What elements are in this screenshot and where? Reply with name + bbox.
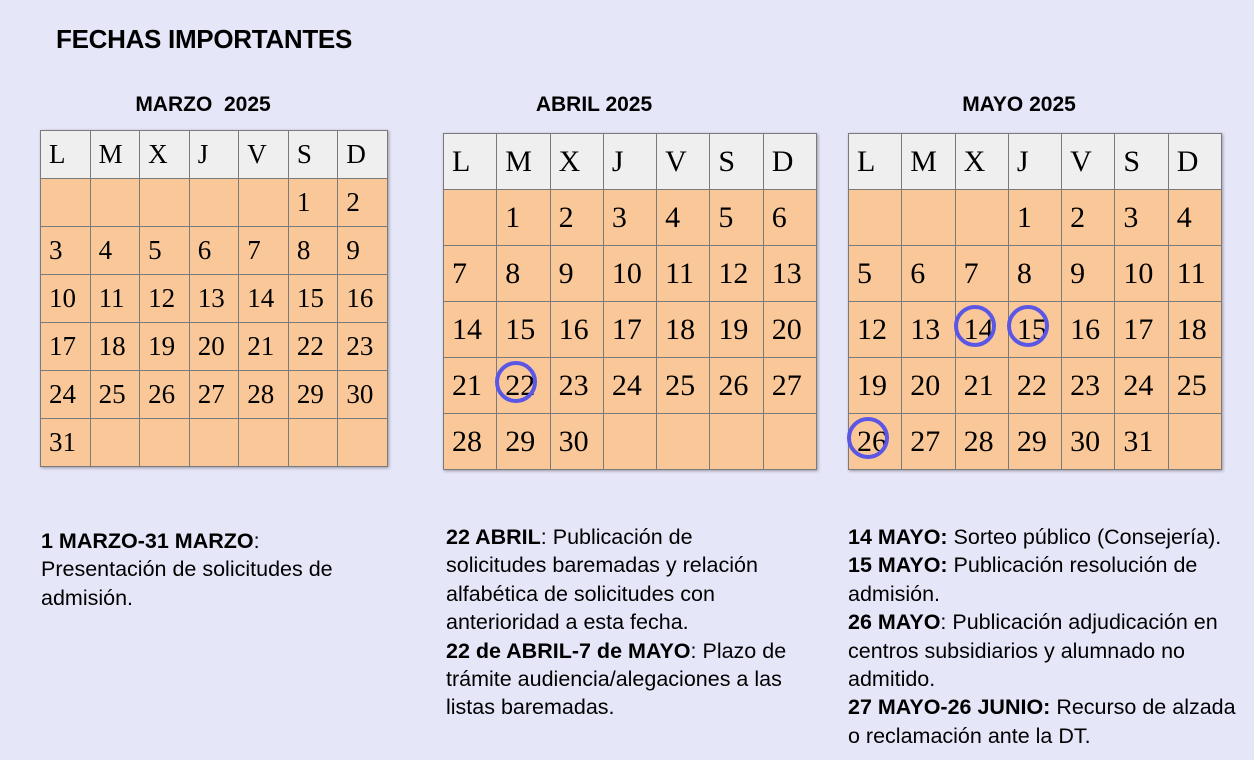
day-number: 29 xyxy=(296,379,324,409)
note-text: : Publicación adjudicación en centros subsidiarios y alumnado no admitido. xyxy=(848,610,1218,692)
day-number: 21 xyxy=(452,368,482,402)
day-cell xyxy=(550,190,603,246)
day-cell xyxy=(603,246,656,302)
notes-marzo xyxy=(41,527,371,612)
day-cell xyxy=(657,302,710,358)
day-number: 12 xyxy=(148,283,176,313)
weekday-header-row xyxy=(41,131,388,179)
day-number: 16 xyxy=(1070,312,1101,346)
day-cell xyxy=(955,414,1008,470)
day-cell xyxy=(849,414,902,470)
weekday-header: M xyxy=(90,131,140,179)
weekday-header: X xyxy=(140,131,190,179)
day-number: 16 xyxy=(558,312,589,346)
day-cell xyxy=(550,246,603,302)
day-cell xyxy=(1008,358,1061,414)
day-number: 13 xyxy=(771,256,802,290)
day-cell xyxy=(497,246,550,302)
weekday-header: M xyxy=(497,134,550,190)
empty-cell xyxy=(140,419,190,467)
day-number: 11 xyxy=(98,283,125,313)
weekday-header: X xyxy=(955,134,1008,190)
day-number: 31 xyxy=(49,427,76,457)
day-number: 5 xyxy=(148,235,162,265)
weekday-header: L xyxy=(444,134,497,190)
day-cell xyxy=(763,302,816,358)
month-title-mayo: MAYO 2025 xyxy=(962,93,1076,116)
day-cell xyxy=(902,246,955,302)
note-text: : Presentación de solicitudes de admisión. xyxy=(41,529,333,610)
day-number: 24 xyxy=(1123,368,1154,402)
note-text: Publicación resolución de admisión. xyxy=(848,553,1198,606)
note-item xyxy=(41,527,371,612)
day-cell xyxy=(140,371,190,419)
calendar-marzo xyxy=(40,130,388,467)
day-cell xyxy=(657,358,710,414)
day-cell xyxy=(1062,414,1115,470)
note-date: 22 ABRIL xyxy=(446,525,541,549)
day-cell xyxy=(41,371,91,419)
day-number: 25 xyxy=(1176,368,1207,402)
day-cell xyxy=(657,190,710,246)
day-number: 6 xyxy=(910,256,926,290)
day-cell xyxy=(288,275,338,323)
day-cell xyxy=(849,246,902,302)
day-cell xyxy=(763,246,816,302)
day-cell xyxy=(41,323,91,371)
day-cell xyxy=(763,190,816,246)
notes-abril xyxy=(446,523,791,722)
day-number: 23 xyxy=(346,331,374,361)
day-number: 25 xyxy=(98,379,126,409)
empty-cell xyxy=(288,419,338,467)
day-number: 4 xyxy=(665,200,681,234)
note-item xyxy=(446,637,791,722)
day-cell xyxy=(1115,246,1168,302)
day-cell xyxy=(140,227,190,275)
day-cell xyxy=(1168,358,1221,414)
day-number: 12 xyxy=(857,312,887,346)
day-cell xyxy=(902,414,955,470)
day-cell xyxy=(90,275,140,323)
day-number: 23 xyxy=(1070,368,1101,402)
day-cell xyxy=(189,371,239,419)
day-cell xyxy=(1115,358,1168,414)
week-row xyxy=(444,414,817,470)
day-number: 31 xyxy=(1123,424,1154,458)
day-number: 14 xyxy=(247,283,275,313)
empty-cell xyxy=(657,414,710,470)
day-cell xyxy=(1168,190,1221,246)
day-cell xyxy=(189,275,239,323)
empty-cell xyxy=(710,414,763,470)
day-number: 22 xyxy=(296,331,324,361)
day-number: 20 xyxy=(771,312,802,346)
page-title: FECHAS IMPORTANTES xyxy=(56,24,353,54)
day-cell xyxy=(710,246,763,302)
weekday-header: J xyxy=(603,134,656,190)
day-number: 8 xyxy=(505,256,521,290)
day-number: 21 xyxy=(963,368,994,402)
weekday-header: V xyxy=(657,134,710,190)
day-number: 30 xyxy=(346,379,374,409)
calendar-mayo xyxy=(848,133,1222,470)
day-cell xyxy=(657,246,710,302)
weekday-header: S xyxy=(710,134,763,190)
note-date: 27 MAYO-26 JUNIO: xyxy=(848,695,1051,720)
empty-cell xyxy=(239,419,289,467)
day-cell xyxy=(902,302,955,358)
day-number: 7 xyxy=(247,235,261,265)
day-cell xyxy=(288,371,338,419)
week-row xyxy=(849,302,1222,358)
empty-cell xyxy=(338,419,388,467)
day-number: 1 xyxy=(1016,200,1032,234)
day-cell xyxy=(1168,302,1221,358)
empty-cell xyxy=(90,179,140,227)
day-number: 29 xyxy=(1016,424,1047,458)
day-number: 2 xyxy=(346,187,360,217)
day-cell xyxy=(1062,358,1115,414)
day-number: 18 xyxy=(1176,312,1207,346)
day-number: 10 xyxy=(1123,256,1154,290)
day-number: 9 xyxy=(346,235,360,265)
note-item xyxy=(446,523,791,637)
note-date: 14 MAYO: xyxy=(848,525,948,549)
empty-cell xyxy=(140,179,190,227)
week-row xyxy=(41,275,388,323)
empty-cell xyxy=(763,414,816,470)
day-number: 14 xyxy=(452,312,482,346)
day-cell xyxy=(550,414,603,470)
week-row xyxy=(444,190,817,246)
highlight-circle xyxy=(954,305,996,347)
week-row xyxy=(41,371,388,419)
day-cell xyxy=(710,302,763,358)
day-number: 10 xyxy=(49,283,76,313)
day-cell xyxy=(41,275,91,323)
highlight-circle xyxy=(847,417,889,459)
note-item xyxy=(848,523,1248,551)
empty-cell xyxy=(955,190,1008,246)
weekday-header: D xyxy=(763,134,816,190)
day-number: 12 xyxy=(718,256,749,290)
day-number: 4 xyxy=(1176,200,1192,234)
note-text: Recurso de alzada o reclamación ante la DT. xyxy=(848,695,1236,748)
day-cell xyxy=(763,358,816,414)
day-number: 17 xyxy=(49,331,76,361)
day-number: 7 xyxy=(963,256,979,290)
day-cell xyxy=(955,302,1008,358)
day-cell xyxy=(41,227,91,275)
day-number: 27 xyxy=(197,379,225,409)
day-number: 15 xyxy=(505,312,536,346)
day-number: 19 xyxy=(718,312,749,346)
day-number: 6 xyxy=(771,200,787,234)
day-number: 17 xyxy=(1123,312,1154,346)
weekday-header: J xyxy=(1008,134,1061,190)
day-cell xyxy=(239,227,289,275)
day-number: 26 xyxy=(148,379,176,409)
weekday-header: X xyxy=(550,134,603,190)
day-cell xyxy=(189,323,239,371)
day-number: 24 xyxy=(49,379,76,409)
day-number: 27 xyxy=(771,368,802,402)
day-number: 30 xyxy=(1070,424,1101,458)
day-number: 8 xyxy=(1016,256,1032,290)
day-cell xyxy=(603,302,656,358)
day-cell xyxy=(444,358,497,414)
day-number: 13 xyxy=(910,312,941,346)
weekday-header: D xyxy=(338,131,388,179)
day-number: 14 xyxy=(963,312,994,346)
day-cell xyxy=(239,371,289,419)
day-cell xyxy=(497,358,550,414)
day-cell xyxy=(140,275,190,323)
empty-cell xyxy=(189,419,239,467)
day-cell xyxy=(603,358,656,414)
day-cell xyxy=(288,323,338,371)
day-cell xyxy=(1008,190,1061,246)
highlight-circle xyxy=(1007,305,1049,347)
day-cell xyxy=(444,302,497,358)
day-cell xyxy=(338,323,388,371)
day-cell xyxy=(288,227,338,275)
day-number: 18 xyxy=(98,331,126,361)
day-number: 20 xyxy=(197,331,225,361)
day-cell xyxy=(1115,190,1168,246)
day-cell xyxy=(1062,246,1115,302)
day-cell xyxy=(140,323,190,371)
day-cell xyxy=(444,414,497,470)
day-number: 24 xyxy=(611,368,642,402)
day-cell xyxy=(955,358,1008,414)
day-cell xyxy=(338,275,388,323)
month-title-abril: ABRIL 2025 xyxy=(535,93,653,116)
day-cell xyxy=(1168,246,1221,302)
note-text: Sorteo público (Consejería). xyxy=(947,525,1222,549)
day-number: 3 xyxy=(1123,200,1139,234)
day-cell xyxy=(90,227,140,275)
month-title-marzo: MARZO 2025 xyxy=(135,93,271,116)
day-cell xyxy=(338,371,388,419)
day-number: 15 xyxy=(1016,312,1047,346)
empty-cell xyxy=(603,414,656,470)
day-cell xyxy=(239,323,289,371)
day-number: 4 xyxy=(98,235,113,265)
weekday-header: L xyxy=(41,131,91,179)
day-number: 5 xyxy=(718,200,734,234)
weekday-header: M xyxy=(902,134,955,190)
day-number: 3 xyxy=(49,235,63,265)
day-cell xyxy=(497,190,550,246)
week-row xyxy=(444,358,817,414)
day-cell xyxy=(550,302,603,358)
day-number: 23 xyxy=(558,368,589,402)
week-row xyxy=(444,246,817,302)
week-row xyxy=(849,246,1222,302)
day-cell xyxy=(902,358,955,414)
week-row xyxy=(849,414,1222,470)
day-cell xyxy=(1115,414,1168,470)
day-cell xyxy=(550,358,603,414)
day-number: 30 xyxy=(558,424,589,458)
day-number: 11 xyxy=(1176,256,1206,290)
day-cell xyxy=(41,419,91,467)
day-number: 28 xyxy=(452,424,482,458)
day-number: 15 xyxy=(296,283,324,313)
empty-cell xyxy=(1168,414,1221,470)
day-cell xyxy=(849,358,902,414)
day-number: 17 xyxy=(611,312,642,346)
day-number: 19 xyxy=(857,368,887,402)
day-number: 22 xyxy=(1016,368,1047,402)
day-cell xyxy=(338,227,388,275)
week-row xyxy=(849,190,1222,246)
note-text: : Publicación de solicitudes baremadas y relación alfabética de solicitudes con anterioridad a esta fecha. xyxy=(446,525,758,635)
empty-cell xyxy=(902,190,955,246)
day-cell xyxy=(1062,190,1115,246)
day-cell xyxy=(1008,414,1061,470)
note-item xyxy=(848,551,1248,608)
day-cell xyxy=(239,275,289,323)
weekday-header: D xyxy=(1168,134,1221,190)
day-number: 26 xyxy=(857,424,887,458)
day-cell xyxy=(1008,302,1061,358)
note-date: 1 MARZO-31 MARZO xyxy=(41,529,254,553)
day-number: 25 xyxy=(665,368,696,402)
note-date: 26 MAYO xyxy=(848,610,941,635)
day-cell xyxy=(1115,302,1168,358)
calendar-abril xyxy=(443,133,817,470)
day-number: 28 xyxy=(247,379,275,409)
day-number: 29 xyxy=(505,424,536,458)
day-number: 7 xyxy=(452,256,467,290)
day-number: 20 xyxy=(910,368,941,402)
day-number: 16 xyxy=(346,283,374,313)
day-cell xyxy=(90,323,140,371)
day-number: 13 xyxy=(197,283,225,313)
note-date: 22 de ABRIL-7 de MAYO xyxy=(446,638,691,663)
day-number: 1 xyxy=(505,200,521,234)
day-number: 28 xyxy=(963,424,994,458)
day-number: 10 xyxy=(611,256,642,290)
week-row xyxy=(41,419,388,467)
day-cell xyxy=(90,371,140,419)
day-cell xyxy=(603,190,656,246)
week-row xyxy=(41,227,388,275)
day-number: 2 xyxy=(1070,200,1086,234)
weekday-header-row xyxy=(849,134,1222,190)
day-number: 8 xyxy=(296,235,311,265)
day-number: 27 xyxy=(910,424,941,458)
day-number: 26 xyxy=(718,368,749,402)
day-number: 9 xyxy=(1070,256,1086,290)
weekday-header: L xyxy=(849,134,902,190)
weekday-header-row xyxy=(444,134,817,190)
empty-cell xyxy=(444,190,497,246)
day-cell xyxy=(444,246,497,302)
day-cell xyxy=(849,302,902,358)
day-number: 1 xyxy=(296,187,311,217)
weekday-header: J xyxy=(189,131,239,179)
highlight-circle xyxy=(495,361,537,403)
day-number: 11 xyxy=(665,256,695,290)
day-cell xyxy=(338,179,388,227)
day-number: 6 xyxy=(197,235,212,265)
empty-cell xyxy=(189,179,239,227)
day-number: 3 xyxy=(611,200,627,234)
week-row xyxy=(444,302,817,358)
day-cell xyxy=(1062,302,1115,358)
notes-mayo xyxy=(848,523,1248,750)
day-number: 9 xyxy=(558,256,574,290)
week-row xyxy=(41,323,388,371)
day-cell xyxy=(497,414,550,470)
day-number: 2 xyxy=(558,200,574,234)
day-number: 19 xyxy=(148,331,176,361)
weekday-header: V xyxy=(239,131,289,179)
day-cell xyxy=(497,302,550,358)
note-text: : Plazo de trámite audiencia/alegaciones a las listas baremadas. xyxy=(446,638,787,720)
day-cell xyxy=(710,190,763,246)
day-cell xyxy=(288,179,338,227)
empty-cell xyxy=(90,419,140,467)
day-cell xyxy=(710,358,763,414)
day-number: 18 xyxy=(665,312,696,346)
weekday-header: S xyxy=(288,131,338,179)
weekday-header: S xyxy=(1115,134,1168,190)
note-item xyxy=(848,608,1248,693)
note-date: 15 MAYO: xyxy=(848,553,948,578)
week-row xyxy=(41,179,388,227)
empty-cell xyxy=(239,179,289,227)
weekday-header: V xyxy=(1062,134,1115,190)
empty-cell xyxy=(41,179,91,227)
day-cell xyxy=(955,246,1008,302)
day-number: 22 xyxy=(505,368,536,402)
day-number: 5 xyxy=(857,256,872,290)
empty-cell xyxy=(849,190,902,246)
day-cell xyxy=(1008,246,1061,302)
day-number: 21 xyxy=(247,331,275,361)
week-row xyxy=(849,358,1222,414)
day-cell xyxy=(189,227,239,275)
note-item xyxy=(848,693,1248,750)
